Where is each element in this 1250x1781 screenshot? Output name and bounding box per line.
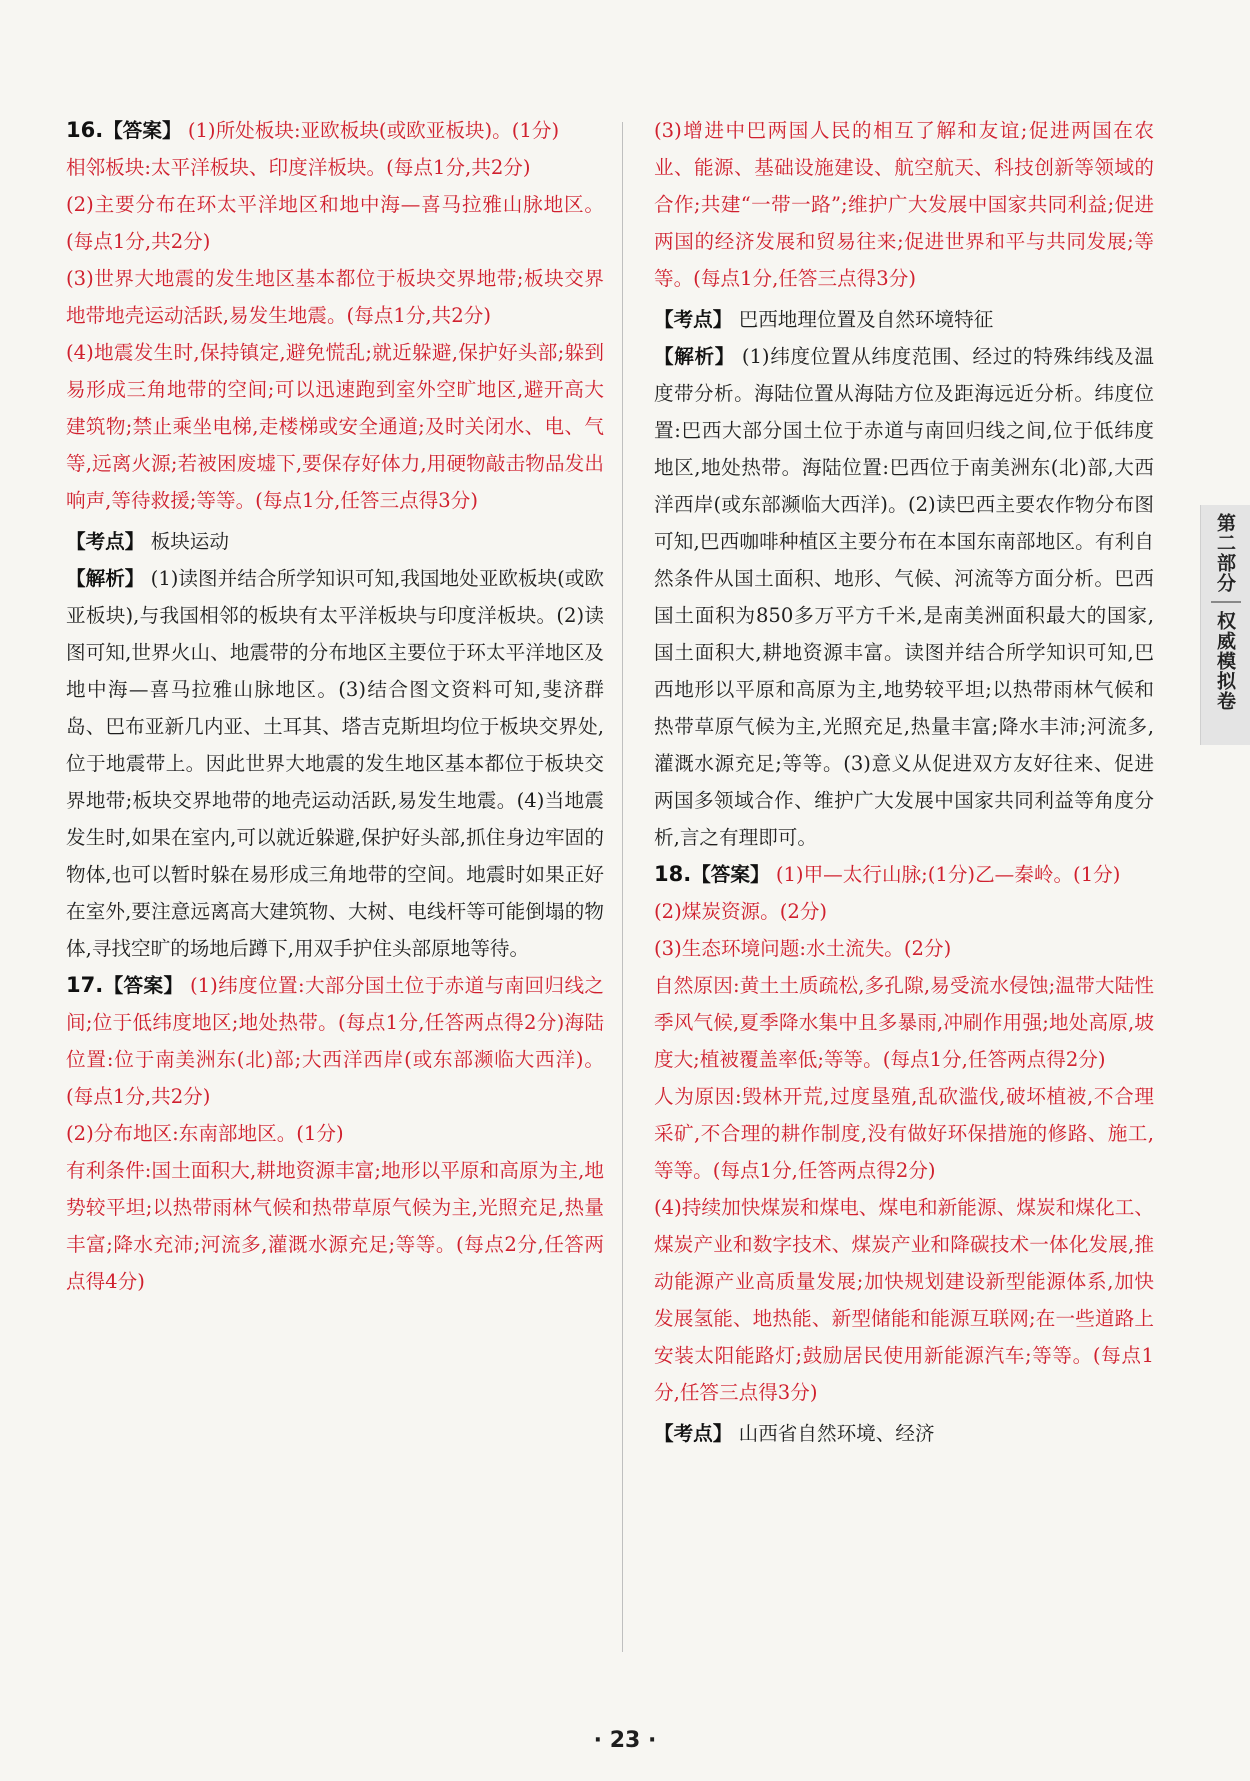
q18-kaodian [654, 1415, 1154, 1452]
q17-jiexi-text: (1)纬度位置从纬度范围、经过的特殊纬线及温度带分析。海陆位置从海陆方位及距海远近分析。纬度位置:巴西大部分国土位于赤道与南回归线之间,位于低纬度地区,地处热带。海陆位置:巴西位于南美洲东(北)部,大西洋西岸(或东部濒临大西洋)。(2)读巴西主要农作物分布图可知,巴西咖啡种植区主要分布在本国东南部地区。有利自然条件从国土面积、地形、气候、河流等方面分析。巴西国土面积为850多万平方千米,是南美洲面积最大的国家,国土面积大,耕地资源丰富。读图并结合所学知识可知,巴西地形以平原和高原为主,地势较平坦;以热带雨林气候和热带草原气候为主,光照充足,热量丰富;降水丰沛;河流多,灌溉水源充足;等等。(3)意义从促进双方友好往来、促进两国多领域合作、维护广大发展中国家共同利益等角度分析,言之有理即可。 [654, 345, 1154, 849]
q17-jiexi [654, 338, 1154, 856]
page-number: · 23 · [593, 1728, 657, 1753]
q18-number: 18. [654, 862, 692, 886]
q16-number: 16. [66, 118, 104, 142]
q17-kaodian-text: 巴西地理位置及自然环境特征 [738, 308, 994, 331]
q16-kaodian-tag: 【考点】 [66, 530, 145, 553]
right-column [654, 112, 1154, 1452]
q16-jiexi-text: (1)读图并结合所学知识可知,我国地处亚欧板块(或欧亚板块),与我国相邻的板块有太平洋板块与印度洋板块。(2)读图可知,世界火山、地震带的分布地区主要位于环太平洋地区及地中海—喜马拉雅山脉地区。(3)结合图文资料可知,斐济群岛、巴布亚新几内亚、土耳其、塔吉克斯坦均位于板块交界处,位于地震带上。因此世界大地震的发生地区基本都位于板块交界地带;板块交界地带的地壳运动活跃,易发生地震。(4)当地震发生时,如果在室内,可以就近躲避,保护好头部,抓住身边牢固的物体,也可以暂时躲在易形成三角地带的空间。地震时如果正好在室外,要注意远离高大建筑物、大树、电线杆等可能倒塌的物体,寻找空旷的场地后蹲下,用双手护住头部原地等待。 [66, 567, 604, 960]
q17-kaodian-tag: 【考点】 [654, 308, 733, 331]
q18-answer-1 [654, 856, 1154, 893]
q18-answer-tag: 【答案】 [691, 863, 770, 886]
section-side-tab [1200, 505, 1250, 745]
q16-answer-3: (3)世界大地震的发生地区基本都位于板块交界地带;板块交界地带地壳运动活跃,易发生地震。(每点1分,共2分) [66, 267, 604, 327]
column-divider [622, 122, 623, 1652]
q16-jiexi-tag: 【解析】 [66, 567, 145, 590]
q18-answer-3: (3)生态环境问题:水土流失。(2分) [654, 937, 952, 960]
q18-kaodian-tag: 【考点】 [654, 1422, 733, 1445]
q17-jiexi-tag: 【解析】 [654, 345, 735, 368]
q18-answer-3c: 人为原因:毁林开荒,过度垦殖,乱砍滥伐,破坏植被,不合理采矿,不合理的耕作制度,没有做好环保措施的修路、施工,等等。(每点1分,任答两点得2分) [654, 1085, 1154, 1182]
q17-answer-3: (3)增进中巴两国人民的相互了解和友谊;促进两国在农业、能源、基础设施建设、航空航天、科技创新等领域的合作;共建“一带一路”;维护广大发展中国家共同利益;促进两国的经济发展和贸易往来;促进世界和平与共同发展;等等。(每点1分,任答三点得3分) [654, 119, 1154, 290]
q18-kaodian-text: 山西省自然环境、经济 [738, 1422, 935, 1445]
q16-answer-4: (4)地震发生时,保持镇定,避免慌乱;就近躲避,保护好头部;躲到易形成三角地带的空间;可以迅速跑到室外空旷地区,避开高大建筑物;禁止乘坐电梯,走楼梯或安全通道;及时关闭水、电、气等,远离火源;若被困废墟下,要保存好体力,用硬物敲击物品发出响声,等待救援;等等。(每点1分,任答三点得3分) [66, 341, 604, 512]
q17-answer-1-text: (1)纬度位置:大部分国土位于赤道与南回归线之间;位于低纬度地区;地处热带。(每点1分,任答两点得2分)海陆位置:位于南美洲东(北)部;大西洋西岸(或东部濒临大西洋)。(每点1分,共2分) [66, 974, 605, 1108]
q16-answer-1-text: (1)所处板块:亚欧板块(或欧亚板块)。(1分) [187, 119, 560, 142]
side-tab-separator [1211, 601, 1241, 603]
q16-answer-2: (2)主要分布在环太平洋地区和地中海—喜马拉雅山脉地区。(每点1分,共2分) [66, 193, 604, 253]
q16-answer-1b: 相邻板块:太平洋板块、印度洋板块。(每点1分,共2分) [66, 156, 531, 179]
q16-kaodian [66, 523, 604, 560]
q18-answer-3b: 自然原因:黄土土质疏松,多孔隙,易受流水侵蚀;温带大陆性季风气候,夏季降水集中且多暴雨,冲刷作用强;地处高原,坡度大;植被覆盖率低;等等。(每点1分,任答两点得2分) [654, 974, 1154, 1071]
q16-answer-tag: 【答案】 [103, 119, 182, 142]
q17-answer-2: (2)分布地区:东南部地区。(1分) [66, 1122, 344, 1145]
side-tab-part: 第二部分 [1214, 513, 1236, 593]
q18-answer-2: (2)煤炭资源。(2分) [654, 900, 828, 923]
q18-answer-4: (4)持续加快煤炭和煤电、煤电和新能源、煤炭和煤化工、煤炭产业和数字技术、煤炭产业和降碳技术一体化发展,推动能源产业高质量发展;加快规划建设新型能源体系,加快发展氢能、地热能、新型储能和能源互联网;在一些道路上安装太阳能路灯;鼓励居民使用新能源汽车;等等。(每点1分,任答三点得3分) [654, 1196, 1154, 1404]
q18-answer-1-text: (1)甲—太行山脉;(1分)乙—秦岭。(1分) [775, 863, 1121, 886]
left-column [66, 112, 604, 1300]
q17-number: 17. [66, 973, 104, 997]
q17-answer-1 [66, 967, 604, 1115]
q16-jiexi [66, 560, 604, 967]
side-tab-title: 权威模拟卷 [1214, 611, 1236, 711]
q17-kaodian [654, 301, 1154, 338]
q16-kaodian-text: 板块运动 [150, 530, 229, 553]
q17-answer-2b: 有利条件:国土面积大,耕地资源丰富;地形以平原和高原为主,地势较平坦;以热带雨林气候和热带草原气候为主,光照充足,热量丰富;降水充沛;河流多,灌溉水源充足;等等。(每点2分,任答两点得4分) [66, 1159, 604, 1293]
q16-answer-1 [66, 112, 604, 149]
q17-answer-tag: 【答案】 [103, 974, 184, 997]
